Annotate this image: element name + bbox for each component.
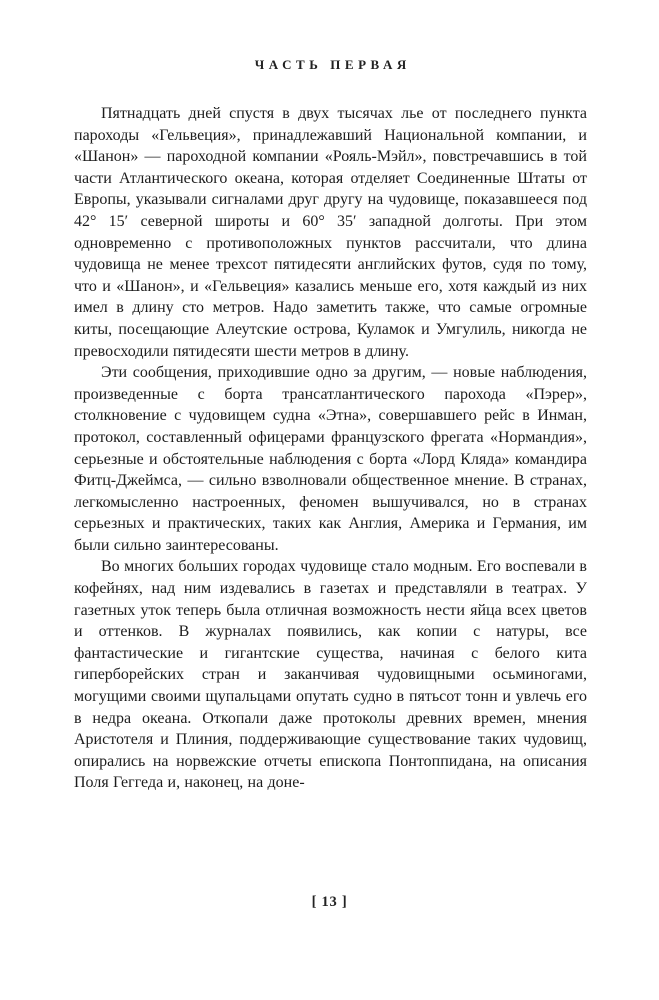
running-head: ЧАСТЬ ПЕРВАЯ [254, 57, 411, 72]
paragraph: Во многих больших городах чудовище стало модным. Его воспевали в кофейнях, над ним издевались в газетах и представляли в театрах. У газетных уток теперь была отличная возможность нести яйца всех цветов и оттенков. В журналах появились, как копии с натуры, все фантастические и гигантские существа, начиная с белого кита гиперборейских стран и заканчивая чудовищными осьминогами, могущими своими щупальцами опутать судно в пятьсот тонн и увлечь его в недра океана. Откопали даже протоколы древних времен, мнения Аристотеля и Плиния, поддерживающие существование таких чудовищ, опирались на норвежские отчеты епископа Понтоппидана, на описания Поля Геггеда и, наконец, на доне- [74, 558, 587, 792]
page-number: [ 13 ] [311, 894, 348, 910]
paragraph: Эти сообщения, приходившие одно за другим, — новые наблюдения, произведенные с борта трансатлантического парохода «Пэрер», столкновение с чудовищем судна «Этна», совершавшего рейс в Инман, протокол, составленный офицерами французского фрегата «Нормандия», серьезные и обстоятельные наблюдения с борта «Лорд Кляда» командира Фитц-Джеймса, — сильно взволновали общественное мнение. В странах, легкомысленно настроенных, феномен вышучивался, но в странах серьезных и практических, таких как Англия, Америка и Германия, им были сильно заинтересованы. [74, 364, 587, 554]
paragraph: Пятнадцать дней спустя в двух тысячах лье от последнего пункта пароходы «Гельвеция», принадлежавший Национальной компании, и «Шанон» — пароходной компании «Рояль-Мэйл», повстречавшись в той части Атлантического океана, которая отделяет Соединенные Штаты от Европы, указывали сигналами друг другу на чудовище, показавшееся под 42° 15′ северной широты и 60° 35′ западной долготы. При этом одновременно с противоположных пунктов рассчитали, что длина чудовища не менее трехсот пятидесяти английских футов, судя по тому, что и «Шанон», и «Гельвеция» казались меньше его, хотя каждый из них имел в длину сто метров. Надо заметить также, что самые огромные киты, посещающие Алеутские острова, Куламок и Умгулиль, никогда не превосходили пятидесяти шести метров в длину. [74, 105, 587, 360]
body-text [74, 103, 587, 794]
